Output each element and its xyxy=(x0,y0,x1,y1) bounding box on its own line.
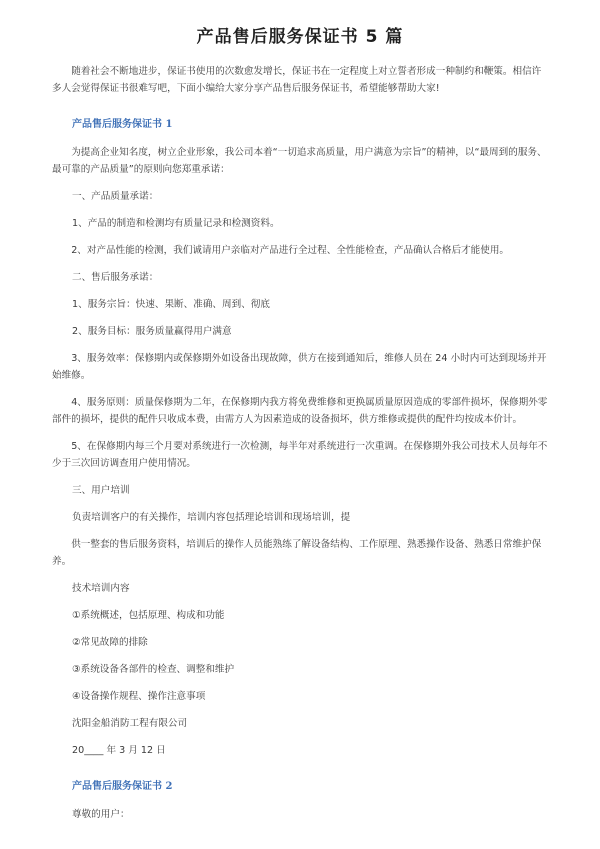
s1-paragraph-1: 为提高企业知名度，树立企业形象，我公司本着“一切追求高质量，用户满意为宗旨”的精神，以“最周到的服务、最可靠的产品质量”的原则向您郑重承诺： xyxy=(52,147,547,175)
s1-paragraph-8: 5、在保修期内每三个月要对系统进行一次检测，每半年对系统进行一次重调。在保修期外我公司技术人员每年不少于三次回访调查用户使用情况。 xyxy=(52,441,548,469)
s1-heading-3: 三、用户培训 xyxy=(72,485,130,496)
s1-paragraph-7: 4、服务原则：质量保修期为二年，在保修期内我方将免费维修和更换属质量原因造成的零部件损坏，保修期外零部件的损坏，提供的配件只收成本费，由需方人为因素造成的设备损坏，供方维修或提供的配件均按成本价计。 xyxy=(52,397,548,425)
s1-heading-2: 二、售后服务承诺： xyxy=(72,272,159,283)
s1-paragraph-2: 1、产品的制造和检测均有质量记录和检测资料。 xyxy=(72,218,280,229)
s1-paragraph-9: 负责培训客户的有关操作，培训内容包括理论培训和现场培训，提 xyxy=(72,512,351,523)
s1-paragraph-3: 2、对产品性能的检测，我们诚请用户亲临对产品进行全过程、全性能检查，产品确认合格后才能使用。 xyxy=(71,245,510,256)
document-title: 产品售后服务保证书 5 篇 xyxy=(196,27,404,47)
s1-paragraph-11: 技术培训内容 xyxy=(72,583,130,594)
s1-list-item-3: ③系统设备各部件的检查、调整和维护 xyxy=(72,664,235,675)
s1-list-item-2: ②常见故障的排除 xyxy=(72,637,148,648)
s1-paragraph-10: 供一整套的售后服务资料，培训后的操作人员能熟练了解设备结构、工作原理、熟悉操作设备、熟悉日常维护保养。 xyxy=(52,539,542,567)
s1-paragraph-5: 2、服务目标：服务质量赢得用户满意 xyxy=(72,326,232,337)
s1-heading-1: 一、产品质量承诺： xyxy=(72,191,159,202)
s1-list-item-1: ①系统概述，包括原理、构成和功能 xyxy=(72,610,225,621)
section-2-heading: 产品售后服务保证书 2 xyxy=(72,781,173,792)
s1-company-name: 沈阳金船消防工程有限公司 xyxy=(72,718,188,729)
intro-paragraph: 随着社会不断地进步，保证书使用的次数愈发增长，保证书在一定程度上对立誓者形成一种制约和鞭策。相信许多人会觉得保证书很难写吧，下面小编给大家分享产品售后服务保证书，希望能够帮助大家! xyxy=(52,66,542,94)
section-1-heading: 产品售后服务保证书 1 xyxy=(72,119,173,130)
s1-paragraph-6: 3、服务效率：保修期内或保修期外如设备出现故障，供方在接到通知后，维修人员在 24 小时内可达到现场并开始维修。 xyxy=(52,353,547,381)
s1-date: 20____ 年 3 月 12 日 xyxy=(72,745,166,756)
s1-paragraph-4: 1、服务宗旨：快速、果断、准确、周到、彻底 xyxy=(72,299,270,310)
s2-paragraph-1: 尊敬的用户： xyxy=(72,809,130,820)
s1-list-item-4: ④设备操作规程、操作注意事项 xyxy=(72,691,206,702)
